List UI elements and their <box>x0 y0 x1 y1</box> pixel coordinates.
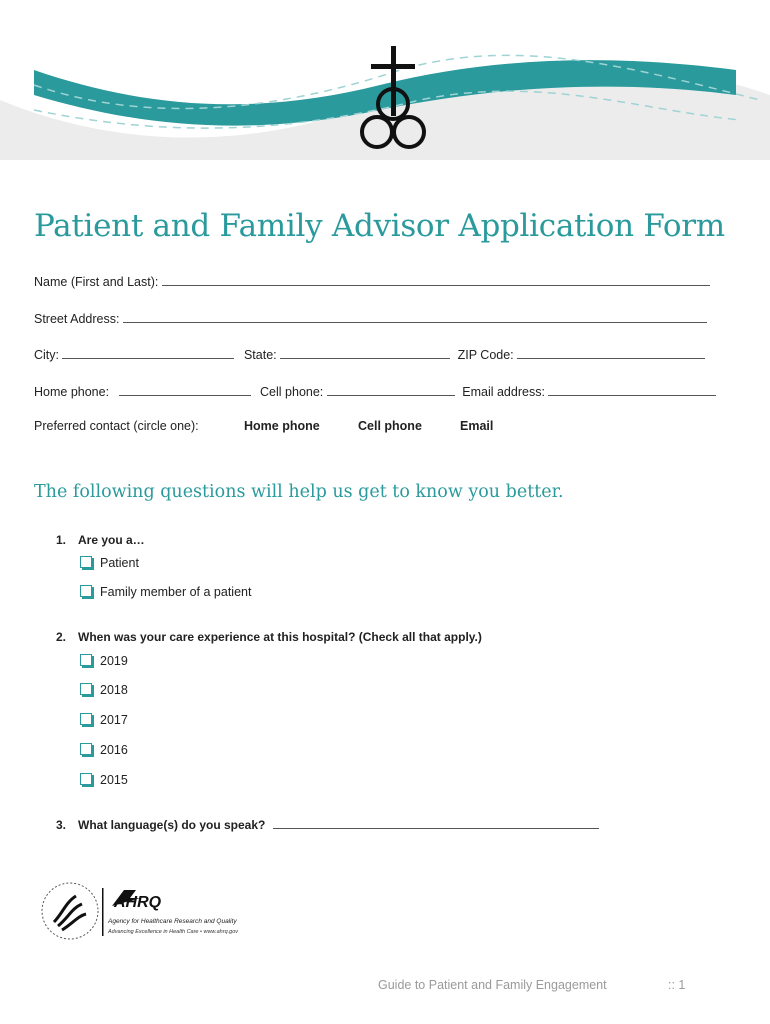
question-number: 1. <box>56 533 67 547</box>
footer-page-number: :: 1 <box>668 978 686 992</box>
email-label: Email address: <box>462 385 545 399</box>
street-input-line[interactable] <box>123 310 707 323</box>
zip-label: ZIP Code: <box>457 348 514 362</box>
question-text: What language(s) do you speak? <box>78 818 266 832</box>
zip-input-line[interactable] <box>517 346 705 359</box>
option-2017[interactable]: 2017 <box>80 713 128 727</box>
question-number: 3. <box>56 818 67 832</box>
option-family-member[interactable]: Family member of a patient <box>80 585 251 599</box>
home-phone-input-line[interactable] <box>119 383 251 396</box>
checkbox-icon[interactable] <box>80 713 92 725</box>
question-2 <box>56 630 482 644</box>
ahrq-wordmark: AHRQ <box>114 894 162 911</box>
ahrq-tagline: Agency for Healthcare Research and Quality <box>108 918 237 925</box>
question-1 <box>56 533 145 547</box>
name-row <box>34 273 714 289</box>
ahrq-subline: Advancing Excellence in Health Care • www.ahrq.gov <box>108 929 239 935</box>
page-title: Patient and Family Advisor Application Form <box>34 208 725 244</box>
cross-circles-icon <box>353 46 433 156</box>
option-2019[interactable]: 2019 <box>80 654 128 668</box>
name-input-line[interactable] <box>162 273 710 286</box>
home-phone-label: Home phone: <box>34 385 110 399</box>
city-state-zip-row <box>34 346 714 362</box>
checkbox-icon[interactable] <box>80 654 92 666</box>
checkbox-icon[interactable] <box>80 743 92 755</box>
preferred-contact-label: Preferred contact (circle one): <box>34 419 199 433</box>
checkbox-icon[interactable] <box>80 683 92 695</box>
street-label: Street Address: <box>34 312 120 326</box>
footer-guide-title: Guide to Patient and Family Engagement <box>378 978 607 992</box>
city-input-line[interactable] <box>62 346 234 359</box>
question-3 <box>56 816 599 832</box>
cell-phone-label: Cell phone: <box>260 385 324 399</box>
street-row <box>34 310 714 326</box>
city-label: City: <box>34 348 59 362</box>
question-number: 2. <box>56 630 67 644</box>
state-input-line[interactable] <box>280 346 450 359</box>
checkbox-icon[interactable] <box>80 585 92 597</box>
preferred-option-cell-phone[interactable]: Cell phone <box>358 419 422 433</box>
option-2015[interactable]: 2015 <box>80 773 128 787</box>
contact-row <box>34 383 714 399</box>
section-subtitle: The following questions will help us get to know you better. <box>34 482 564 502</box>
name-label: Name (First and Last): <box>34 275 159 289</box>
language-input-line[interactable] <box>273 816 599 829</box>
option-2018[interactable]: 2018 <box>80 683 128 697</box>
question-text: Are you a… <box>78 533 145 547</box>
checkbox-icon[interactable] <box>80 556 92 568</box>
option-patient[interactable]: Patient <box>80 556 139 570</box>
preferred-option-email[interactable]: Email <box>460 419 494 433</box>
checkbox-icon[interactable] <box>80 773 92 785</box>
hhs-ahrq-logo <box>40 878 280 944</box>
cell-phone-input-line[interactable] <box>327 383 455 396</box>
option-2016[interactable]: 2016 <box>80 743 128 757</box>
preferred-option-home-phone[interactable]: Home phone <box>244 419 320 433</box>
email-input-line[interactable] <box>548 383 716 396</box>
question-text: When was your care experience at this hospital? (Check all that apply.) <box>78 630 482 644</box>
state-label: State: <box>243 348 277 362</box>
